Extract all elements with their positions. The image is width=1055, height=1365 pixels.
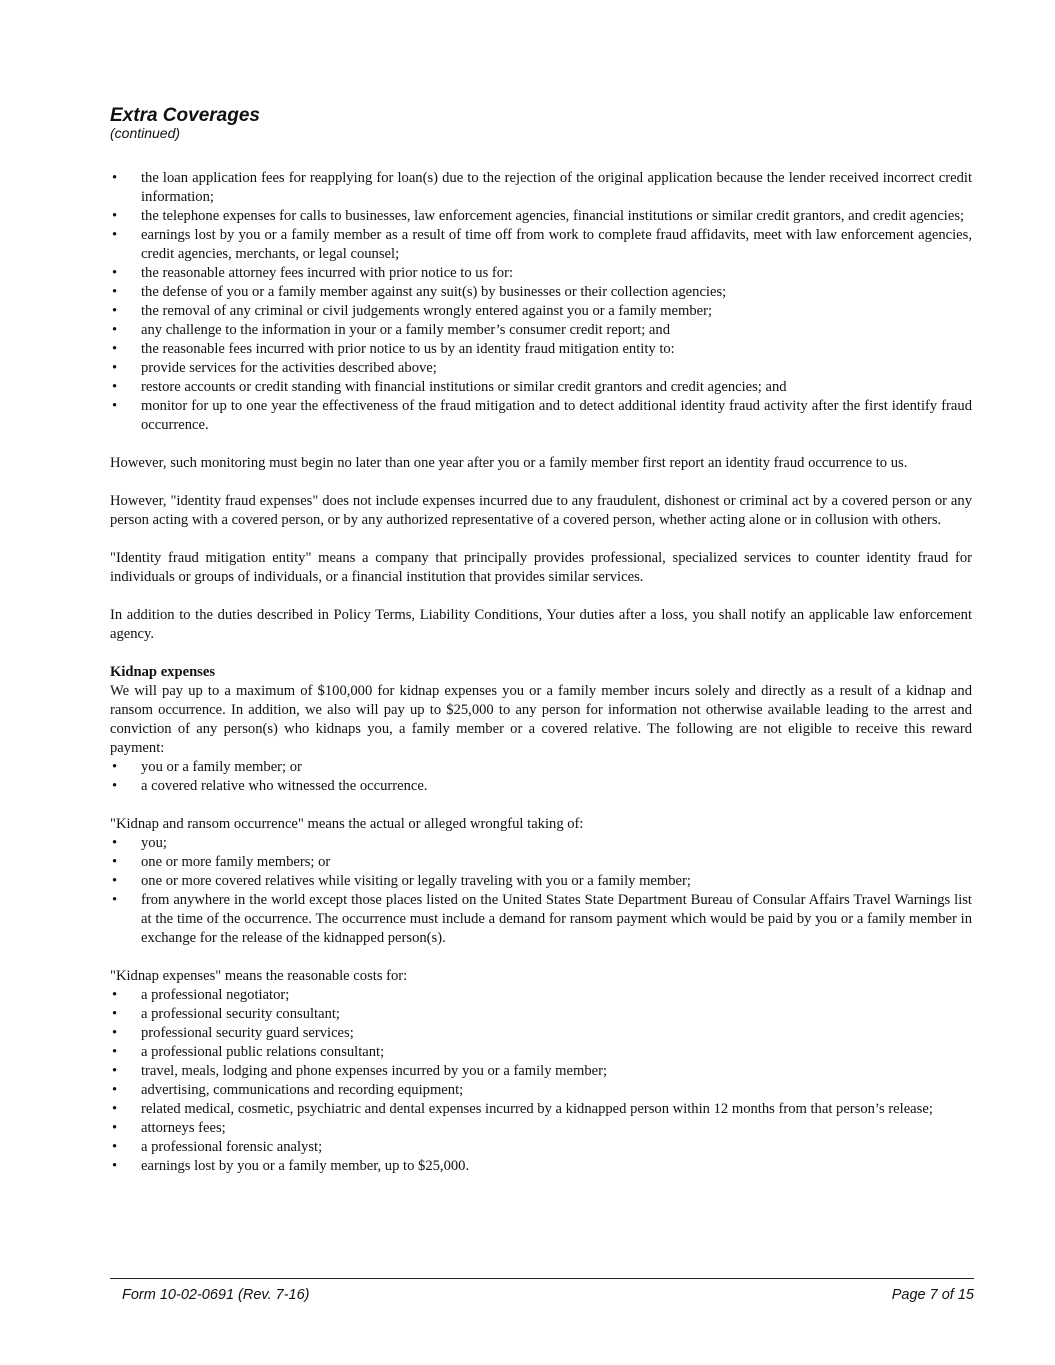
list-item: • a covered relative who witnessed the occurrence. [110, 777, 972, 796]
section-title: Extra Coverages [110, 105, 260, 126]
page-footer [110, 1278, 974, 1303]
list-item: • professional security guard services; [110, 1024, 972, 1043]
list-item: • monitor for up to one year the effectiveness of the fraud mitigation and to detect additional identity fraud activity after the first identify fraud occurrence. [110, 397, 972, 435]
form-number: Form 10-02-0691 (Rev. 7-16) [122, 1287, 310, 1303]
list-item: • a professional negotiator; [110, 986, 972, 1005]
monitoring-paragraph: However, such monitoring must begin no later than one year after you or a family member first report an identity fraud occurrence to us. [110, 455, 908, 471]
list-item: • one or more family members; or [110, 853, 972, 872]
list-item: • advertising, communications and recording equipment; [110, 1081, 972, 1100]
list-item: • the removal of any criminal or civil judgements wrongly entered against you or a family member; [110, 302, 972, 321]
list-item: • related medical, cosmetic, psychiatric and dental expenses incurred by a kidnapped person within 12 months from that person’s release; [110, 1100, 972, 1119]
section-subtitle: (continued) [110, 125, 181, 141]
list-item: • the telephone expenses for calls to businesses, law enforcement agencies, financial institutions or similar credit grantors, and credit agencies; [110, 207, 972, 226]
page-number: Page 7 of 15 [891, 1287, 974, 1303]
list-item: • restore accounts or credit standing with financial institutions or similar credit grantors and credit agencies; and [110, 378, 972, 397]
content [110, 169, 972, 1176]
identity-fraud-list [110, 169, 972, 435]
list-item: • earnings lost by you or a family member, up to $25,000. [110, 1157, 972, 1176]
list-item: • the reasonable attorney fees incurred with prior notice to us for: [110, 264, 972, 283]
list-item: • the defense of you or a family member against any suit(s) by businesses or their collection agencies; [110, 283, 972, 302]
list-item: • earnings lost by you or a family member as a result of time off from work to complete fraud affidavits, meet with law enforcement agencies, credit agencies, merchants, or legal counsel; [110, 226, 972, 264]
list-item: • from anywhere in the world except those places listed on the United States State Department Bureau of Consular Affairs Travel Warnings list at the time of the occurrence. The occurrence must include a demand for ransom payment which would be paid by you or a family member in exchange for the release of the kidnapped person(s). [110, 891, 972, 948]
duties-paragraph: In addition to the duties described in Policy Terms, Liability Conditions, Your duties after a loss, you shall notify an applicable law enforcement agency. [110, 607, 972, 642]
exclusion-paragraph: However, "identity fraud expenses" does not include expenses incurred due to any fraudulent, dishonest or criminal act by a covered person or any person acting with a covered person, or by any authorized representative of a covered person, whether acting alone or in collusion with others. [110, 493, 972, 528]
kidnap-intro: We will pay up to a maximum of $100,000 for kidnap expenses you or a family member incurs solely and directly as a result of a kidnap and ransom occurrence. In addition, we also will pay up to $25,000 to any person for information not otherwise available leading to the arrest and conviction of any person(s) who kidnaps you, a family member or a covered relative. The following are not eligible to receive this reward payment: [110, 683, 972, 756]
kidnap-expenses-definition: "Kidnap expenses" means the reasonable costs for: [110, 968, 408, 984]
list-item: • provide services for the activities described above; [110, 359, 972, 378]
list-item: • any challenge to the information in your or a family member’s consumer credit report; and [110, 321, 972, 340]
list-item: • a professional security consultant; [110, 1005, 972, 1024]
list-item: • one or more covered relatives while visiting or legally traveling with you or a family member; [110, 872, 972, 891]
list-item: • the loan application fees for reapplying for loan(s) due to the rejection of the original application because the lender received incorrect credit information; [110, 169, 972, 207]
list-item: • a professional public relations consultant; [110, 1043, 972, 1062]
occurrence-definition: "Kidnap and ransom occurrence" means the actual or alleged wrongful taking of: [110, 816, 584, 832]
list-item: • you; [110, 834, 972, 853]
kidnap-expenses-list [110, 986, 972, 1176]
ineligible-list [110, 758, 972, 796]
kidnap-heading: Kidnap expenses [110, 664, 216, 680]
list-item: • the reasonable fees incurred with prior notice to us by an identity fraud mitigation entity to: [110, 340, 972, 359]
list-item: • you or a family member; or [110, 758, 972, 777]
list-item: • travel, meals, lodging and phone expenses incurred by you or a family member; [110, 1062, 972, 1081]
list-item: • attorneys fees; [110, 1119, 972, 1138]
list-item: • a professional forensic analyst; [110, 1138, 972, 1157]
mitigation-entity-paragraph: "Identity fraud mitigation entity" means a company that principally provides professional, specialized services to counter identity fraud for individuals or groups of individuals, or a financial institution that provides similar services. [110, 550, 972, 585]
occurrence-list [110, 834, 972, 948]
